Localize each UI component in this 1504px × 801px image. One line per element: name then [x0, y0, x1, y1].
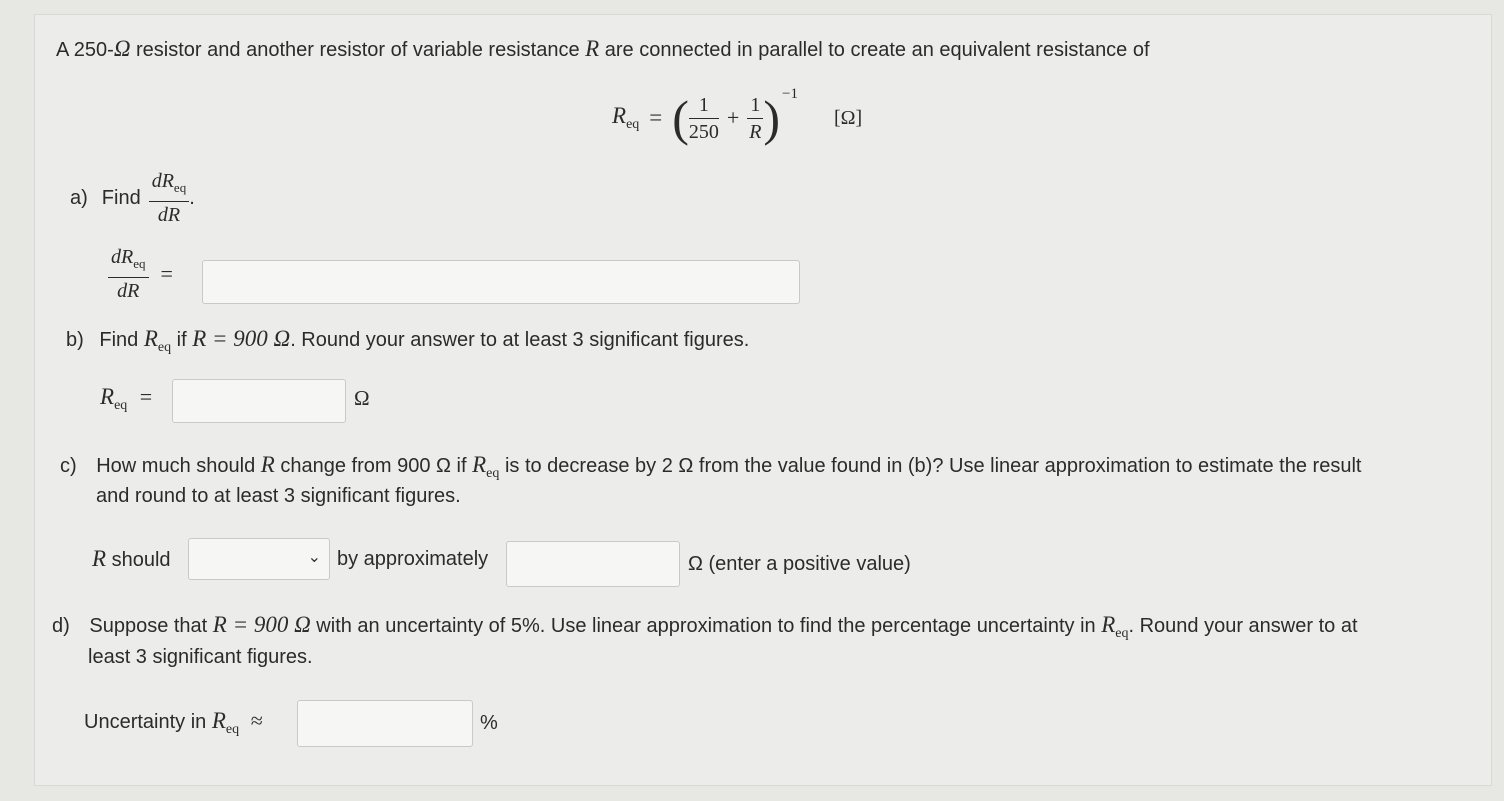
- chevron-down-icon: ⌄: [307, 549, 321, 566]
- formula-exponent: −1: [782, 86, 798, 102]
- part-c-answer-input[interactable]: [506, 541, 680, 587]
- part-a-question: [70, 168, 195, 228]
- derivative-fraction-answer: $\frac{dR_{eq}}{dR}$: [108, 244, 149, 304]
- part-d-req: $R_{eq}$: [1101, 612, 1129, 641]
- part-b-answer-input[interactable]: [172, 379, 346, 423]
- part-a-label: a): [70, 186, 88, 209]
- part-d-condition: R = 900 Ω: [212, 612, 311, 637]
- part-c-question-line-1: [60, 452, 1361, 482]
- fraction-1-over-R: $\frac{1}{R}$: [749, 93, 762, 143]
- part-c-text-a: How much should: [96, 455, 261, 477]
- variable-R: R: [260, 452, 275, 477]
- part-c-text-c: is to decrease by 2 Ω from the value found in (b)? Use linear approximation to estimate the result: [499, 455, 1362, 477]
- r-should-label: [92, 546, 171, 572]
- variable-R: R: [92, 546, 107, 571]
- part-b-label: b): [66, 329, 84, 351]
- equals-sign: =: [139, 384, 153, 409]
- intro-part-3: are connected in parallel to create an equivalent resistance of: [599, 39, 1150, 61]
- left-paren: (: [672, 90, 689, 146]
- part-a-answer-input[interactable]: [202, 260, 800, 304]
- omega-symbol: Ω: [113, 36, 131, 61]
- part-c-text-b: change from 900 Ω if: [274, 455, 473, 477]
- period: .: [189, 186, 195, 209]
- should-text: should: [106, 549, 171, 571]
- part-c-req: $R_{eq}$: [472, 452, 500, 481]
- req-formula: [612, 86, 862, 150]
- part-b-instruction: . Round your answer to at least 3 significant figures.: [290, 329, 750, 351]
- part-a-answer-lhs: [108, 244, 173, 304]
- part-a-find: Find: [101, 186, 141, 209]
- by-approximately-label: by approximately: [337, 548, 489, 570]
- part-d-text-b: with an uncertainty of 5%. Use linear approximation to find the percentage uncertainty in: [310, 615, 1102, 637]
- fraction-1-over-250: $\frac{1}{250}$: [688, 93, 719, 143]
- part-d-answer-input[interactable]: [297, 700, 473, 747]
- part-c-label: c): [60, 455, 77, 477]
- change-direction-select[interactable]: [188, 538, 330, 580]
- part-b-if: if: [171, 329, 193, 351]
- part-d-text-a: Suppose that: [89, 615, 213, 637]
- formula-unit: [Ω]: [833, 106, 863, 129]
- part-c-unit-note: Ω (enter a positive value): [688, 553, 911, 575]
- part-d-text-c: . Round your answer to at: [1128, 615, 1358, 637]
- approx-sign: ≈: [250, 708, 263, 733]
- uncertainty-req: $R_{eq}$: [211, 708, 240, 737]
- right-paren: ): [763, 90, 780, 146]
- part-b-unit: Ω: [354, 386, 370, 410]
- intro-part-2: resistor and another resistor of variable resistance: [130, 39, 586, 61]
- req-symbol: $R_{eq}$: [100, 384, 128, 413]
- equals-sign: =: [160, 261, 173, 286]
- part-b-answer-lhs: [100, 384, 152, 414]
- intro-part-1: A 250-: [56, 39, 114, 61]
- variable-R: R: [585, 36, 600, 61]
- formula-plus: +: [726, 105, 740, 130]
- derivative-fraction: $\frac{dR_{eq}}{dR}$: [149, 168, 190, 228]
- intro-text: [56, 36, 1150, 62]
- part-b-question: [66, 326, 749, 356]
- formula-equals: =: [649, 105, 663, 130]
- uncertainty-label: [84, 708, 263, 738]
- part-b-req: $R_{eq}$: [143, 326, 172, 355]
- part-d-label: d): [52, 615, 70, 637]
- formula-lhs: $R_{eq}$: [612, 103, 640, 132]
- uncertainty-text: Uncertainty in: [84, 711, 212, 733]
- part-b-find: Find: [99, 329, 139, 351]
- part-d-question-line-1: [52, 612, 1358, 642]
- percent-unit: %: [480, 712, 498, 734]
- part-b-condition: R = 900 Ω: [192, 326, 291, 351]
- part-c-question-line-2: and round to at least 3 significant figures.: [96, 485, 461, 507]
- part-d-question-line-2: least 3 significant figures.: [88, 646, 313, 668]
